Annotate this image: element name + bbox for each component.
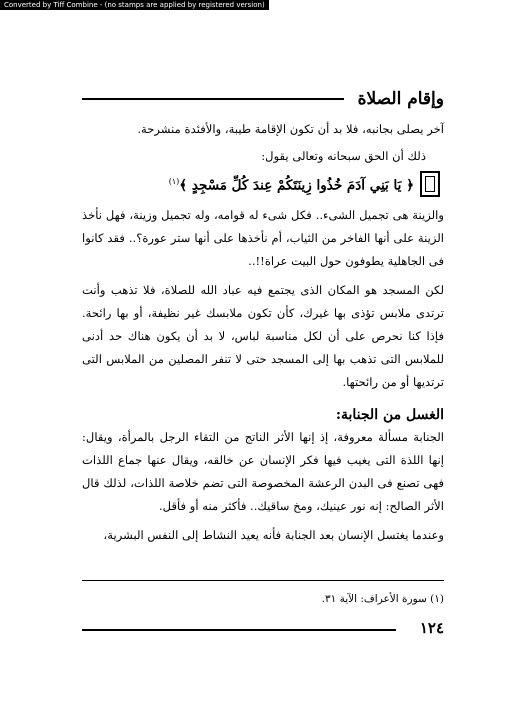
verse-intro: ذلك أن الحق سبحانه وتعالى يقول: (261, 149, 426, 163)
verse-footnote-ref: (١) (168, 177, 180, 186)
page-footer (82, 618, 444, 638)
paragraph-ghusl: وعندما يغتسل الإنسان بعد الجنابة فأنه يعيد النشاط إلى النفس البشرية، (103, 527, 444, 542)
section-heading: الغسل من الجنابة: (335, 406, 444, 423)
book-page (82, 88, 444, 637)
line-continuation: آخر يصلى بجانبه، فلا بد أن تكون الإقامة طيبة، والأفئدة منشرحة. (137, 122, 444, 136)
verse-text: ﴿ يَا بَنِي آدَمَ خُذُوا زِينَتَكُمْ عِندَ كُلِّ مَسْجِدٍ ﴾$^{(١)}$ (168, 177, 414, 194)
running-head (82, 88, 444, 114)
verse-ornament-icon (420, 171, 440, 197)
running-title: وإقام الصلاة (357, 89, 444, 109)
quran-verse (82, 170, 444, 198)
footer-rule (82, 629, 396, 631)
paragraph-adornment: والزينة هى تجميل الشىء.. فكل شىء له قوامه، وله تجميل وزينة، فهل نأخذ الزينة على أنها الفاخر من الثياب، أم نأخذها على أنها ستر عورة؟.. فقد كانوا فى الجاهلية يطوفون حول البيت عراة!!.. (82, 207, 444, 268)
converter-banner: Converted by Tiff Combine - (no stamps are applied by registered version) (0, 0, 269, 10)
paragraph-mosque-clothing: لكن المسجد هو المكان الذى يجتمع فيه عباد الله للصلاة، فلا تذهب وأنت ترتدى ملابس تؤذى بها غيرك، كأن تكون ملابسك غير نظيفة، أو بها رائحة. فإذا كنا نحرص على أن لكل مناسبة لباس، لا بد أن يكون هناك حد أدنى للملابس التى تذهب بها إلى المسجد حتى لا تنفر المصلين من الملابس التى ترتديها أو من رائحتها. (82, 282, 444, 389)
footnote: (١) سورة الأعراف: الآية ٣١. (321, 593, 444, 605)
footnote-rule (82, 580, 444, 581)
page-number: ١٢٤ (419, 619, 444, 637)
paragraph-janaba: الجنابة مسألة معروفة، إذ إنها الأثر الناتج من التقاء الرجل بالمرأة، ويقال: إنها اللذة التى يغيب فيها فكر الإنسان عن خالقه، ويقال عنها جماع اللذات فهى تصنع فى البدن الرعشة المخصوصة التى تضم خلاصة اللذات، لذلك قال الأثر الصالح: إنه نور عينيك، ومخ ساقيك.. فأكثر منه أو فأقل. (82, 429, 444, 513)
header-rule (82, 98, 344, 100)
